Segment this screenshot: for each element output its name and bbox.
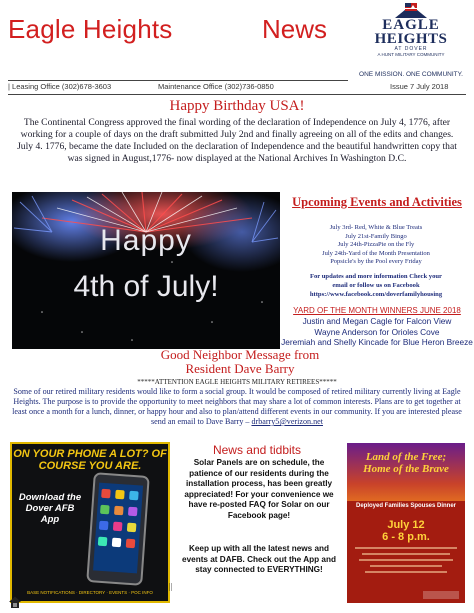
events-list xyxy=(290,224,462,267)
birthday-text: The Continental Congress approved the final wording of the declaration of Independence on July 4, 1776, after working for a couple of days on the draft submitted July 2nd and finally agreeing on all of the edits and changes. July 4. 1776, became the date Included on the declaration of Independence and the beautiful handwritten copy that was signed in August,1776- now displayed at the National Archives In Washington D.C. xyxy=(17,117,457,164)
updates-line: email or follow us on Facebook xyxy=(332,282,420,289)
logo-company: A HUNT MILITARY COMMUNITY xyxy=(377,52,445,57)
neighbor-text xyxy=(12,387,462,427)
app-tile-icon xyxy=(100,505,110,515)
flyer-date-line: July 12 xyxy=(387,519,425,531)
event-item: July 24th-PizzaPie on the Fly xyxy=(337,241,415,248)
fireworks-happy: Happy xyxy=(100,224,192,257)
yard-winner: Jeremiah and Shelly Kincade for Blue Heron Breeze xyxy=(281,337,473,347)
issue-label: Issue 7 July 2018 xyxy=(390,82,449,91)
maintenance-office: Maintenance Office (302)736-0850 xyxy=(158,82,274,91)
logo-line-heights: HEIGHTS xyxy=(374,31,448,47)
app-ad-headline: ON YOUR PHONE A LOT? OF COURSE YOU ARE. xyxy=(13,448,167,472)
app-tile-icon xyxy=(112,538,122,548)
birthday-heading: Happy Birthday USA! xyxy=(169,98,305,114)
app-ad[interactable] xyxy=(10,442,173,603)
contact-row xyxy=(8,82,466,94)
neighbor-heading xyxy=(100,348,380,376)
flyer-logo xyxy=(423,591,459,599)
news-heading: News and tidbits xyxy=(212,443,302,457)
yard-winner: Wayne Anderson for Orioles Cove xyxy=(314,326,440,337)
leasing-office: | Leasing Office (302)678-3603 xyxy=(8,82,112,91)
contact-rule xyxy=(8,94,466,95)
facebook-link[interactable]: https://www.facebook.com/doverfamilyhousing xyxy=(309,291,443,298)
yard-heading: YARD OF THE MONTH WINNERS JUNE 2018 xyxy=(293,306,461,315)
eagle-heights-logo xyxy=(352,2,470,80)
fireworks-image xyxy=(12,192,280,349)
news-solar-text: Solar Panels are on schedule, the patience of our residents during the installation process, has been greatly appreciated! For your convenience we have re-posted FAQ for Solar on our Facebook page! xyxy=(184,458,334,520)
event-item: July 24th-Yard of the Month Presentation xyxy=(322,249,430,257)
news-app-text: Keep up with all the latest news and events at DAFB. Check out the App and stay connected to EVERYTHING! xyxy=(182,544,336,574)
fireworks-fourth: 4th of July! xyxy=(73,270,219,303)
house-flag-icon xyxy=(391,2,431,18)
updates-line: For updates and more information Check your xyxy=(309,273,442,280)
app-tile-icon xyxy=(113,522,123,532)
page-mark: || xyxy=(169,582,173,591)
yard-winner: Justin and Megan Cagle for Falcon View xyxy=(302,316,452,326)
app-ad-sub: Download the Dover AFB App xyxy=(18,492,82,525)
newsletter-title: Eagle Heights xyxy=(8,14,173,44)
neighbor-heading-line: Good Neighbor Message from xyxy=(160,347,320,362)
phone-screen xyxy=(93,483,143,574)
flyer-sub: Deployed Families Spouses Dinner xyxy=(355,503,457,509)
app-tile-icon xyxy=(115,490,125,500)
flyer-fine-print xyxy=(355,547,457,587)
app-ad-footer: BASE NOTIFICATIONS · DIRECTORY · EVENTS · POC INFO xyxy=(27,590,153,595)
event-item: Popsicle's by the Pool every Friday xyxy=(330,258,422,265)
email-link[interactable]: drbarry5@verizon.net xyxy=(251,417,323,426)
event-item: July 3rd- Red, White & Blue Treats xyxy=(329,224,423,231)
masthead-rule xyxy=(8,80,348,81)
logo-line-dover: AT DOVER xyxy=(394,46,428,52)
newsletter-news-label: News xyxy=(262,14,328,44)
flyer-title: Land of the Free; Home of the Brave xyxy=(363,451,449,475)
logo-tagline: ONE MISSION. ONE COMMUNITY. xyxy=(359,71,463,78)
app-tile-icon xyxy=(99,521,109,531)
logo-line-eagle: EAGLE xyxy=(382,17,440,33)
neighbor-heading-line: Resident Dave Barry xyxy=(185,361,295,376)
yard-winners xyxy=(280,316,474,348)
flyer-date xyxy=(351,519,461,543)
equal-housing-icon xyxy=(8,595,22,609)
app-tile-icon xyxy=(126,539,136,549)
event-item: July 21st-Family Bingo xyxy=(345,232,407,240)
events-heading: Upcoming Events and Activities xyxy=(292,195,462,209)
app-tile-icon xyxy=(129,491,139,501)
attention-line: *****ATTENTION EAGLE HEIGHTS MILITARY RETIREES***** xyxy=(137,378,337,386)
phone-icon xyxy=(86,472,150,586)
app-tile-icon xyxy=(101,489,111,499)
spouses-dinner-flyer[interactable] xyxy=(347,443,465,603)
app-tile-icon xyxy=(98,537,108,547)
neighbor-body: Some of our retired military residents would like to form a social group. It would be composed of retired military currently living at Eagle Heights. The purpose is to provide the opportunity to meet neighbors that may share a lot of common interests. Plans are to get together at least once a month for a lunch, dinner, or happy hour and also to plan/attend different events in our community. If you are interested please send an email to Dave Barry – xyxy=(12,387,462,426)
app-tile-icon xyxy=(127,523,137,533)
updates-block xyxy=(290,272,462,299)
flyer-date-line: 6 - 8 p.m. xyxy=(382,531,430,543)
app-tile-icon xyxy=(128,507,138,517)
app-tile-icon xyxy=(114,506,124,516)
